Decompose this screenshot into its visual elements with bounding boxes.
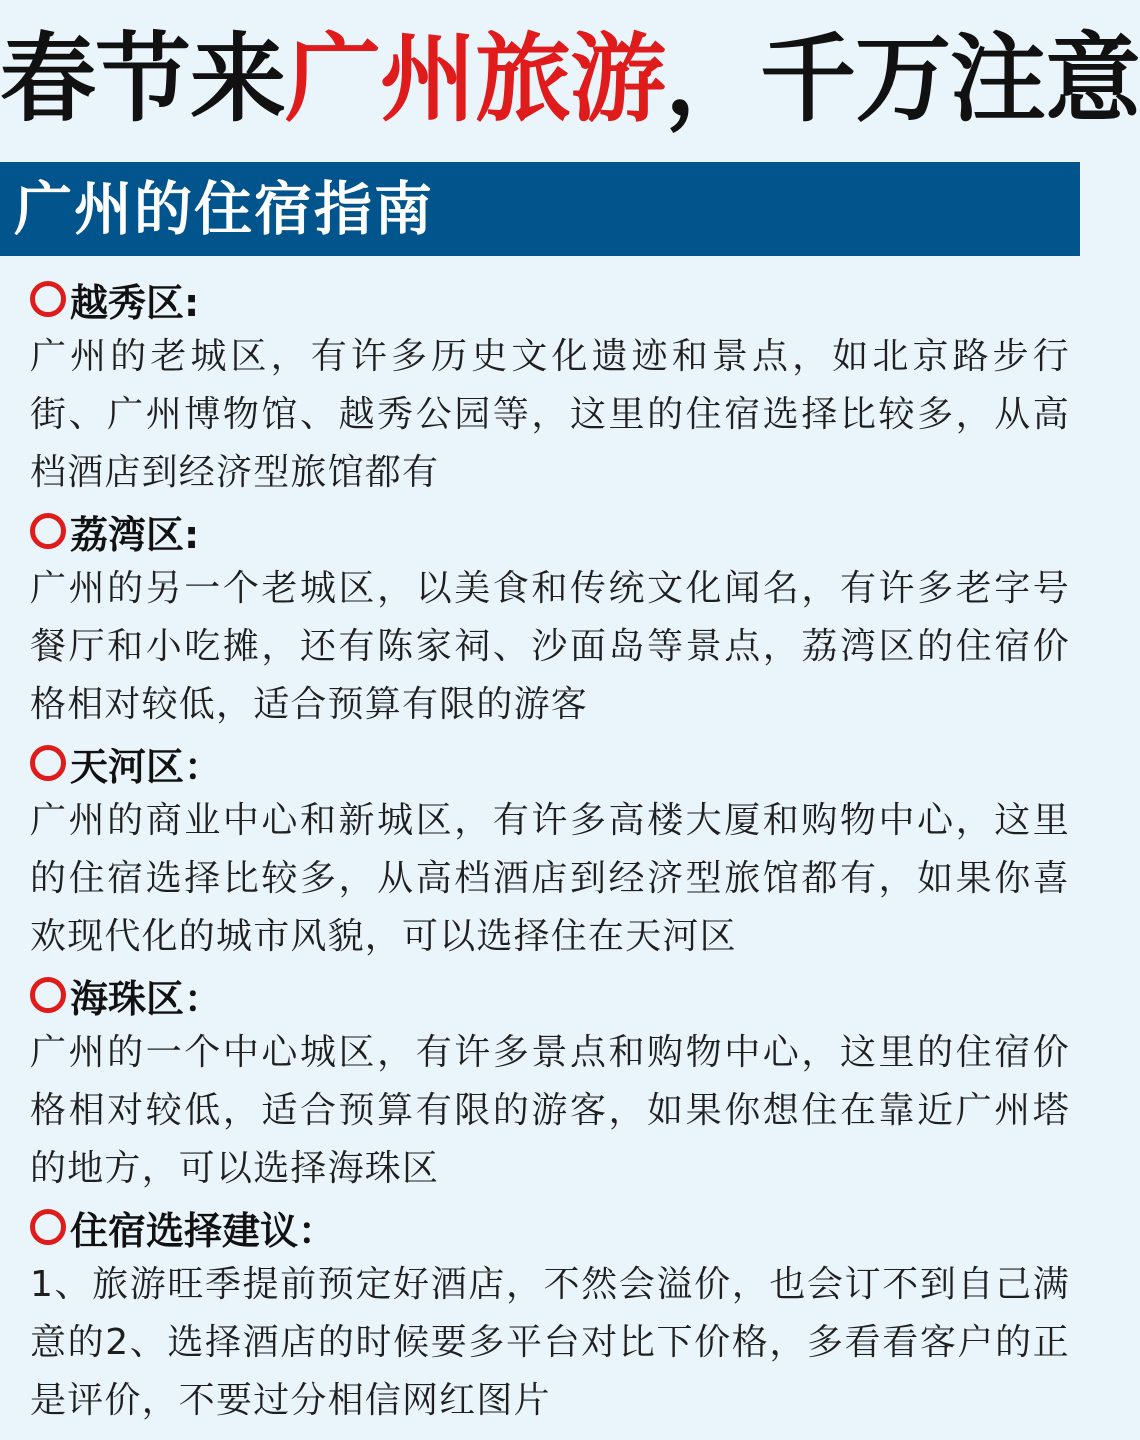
- district-haizhu: [30, 966, 1070, 1198]
- red-circle-icon: [30, 745, 66, 781]
- section-heading-text: 天河区：: [70, 744, 223, 789]
- district-list: [30, 270, 1070, 1430]
- section-heading: [30, 502, 1070, 560]
- section-heading-text: 越秀区:: [70, 280, 200, 325]
- page-title: [0, 14, 1140, 144]
- section-heading-text: 荔湾区:: [70, 512, 200, 557]
- section-body: 广州的一个中心城区，有许多景点和购物中心，这里的住宿价格相对较低，适合预算有限的游客，如果你想住在靠近广州塔的地方，可以选择海珠区: [30, 1032, 1070, 1189]
- district-liwan: [30, 502, 1070, 734]
- section-body: 1、旅游旺季提前预定好酒店，不然会溢价，也会订不到自己满意的2、选择酒店的时候要多平台对比下价格，多看看客户的正是评价，不要过分相信网红图片: [30, 1264, 1070, 1421]
- red-circle-icon: [30, 513, 66, 549]
- section-heading: [30, 734, 1070, 792]
- red-circle-icon: [30, 977, 66, 1013]
- red-circle-icon: [30, 1209, 66, 1245]
- title-highlight: 广州旅游: [285, 23, 665, 135]
- section-heading: [30, 1198, 1070, 1256]
- title-suffix: ，千万注意: [665, 23, 1140, 135]
- title-prefix: 春节来: [0, 23, 285, 135]
- section-heading-text: 住宿选择建议：: [70, 1208, 337, 1253]
- section-body: 广州的另一个老城区，以美食和传统文化闻名，有许多老字号餐厅和小吃摊，还有陈家祠、沙面岛等景点，荔湾区的住宿价格相对较低，适合预算有限的游客: [30, 568, 1070, 725]
- section-heading: [30, 966, 1070, 1024]
- accommodation-tips: [30, 1198, 1070, 1430]
- district-yuexiu: [30, 270, 1070, 502]
- section-body: 广州的商业中心和新城区，有许多高楼大厦和购物中心，这里的住宿选择比较多，从高档酒店到经济型旅馆都有，如果你喜欢现代化的城市风貌，可以选择住在天河区: [30, 800, 1070, 957]
- red-circle-icon: [30, 281, 66, 317]
- section-body: 广州的老城区，有许多历史文化遗迹和景点，如北京路步行街、广州博物馆、越秀公园等，这里的住宿选择比较多，从高档酒店到经济型旅馆都有: [30, 336, 1070, 493]
- section-heading-text: 海珠区：: [70, 976, 223, 1021]
- district-tianhe: [30, 734, 1070, 966]
- section-heading: [30, 270, 1070, 328]
- section-banner: [0, 162, 1080, 256]
- banner-title: 广州的住宿指南: [14, 175, 435, 243]
